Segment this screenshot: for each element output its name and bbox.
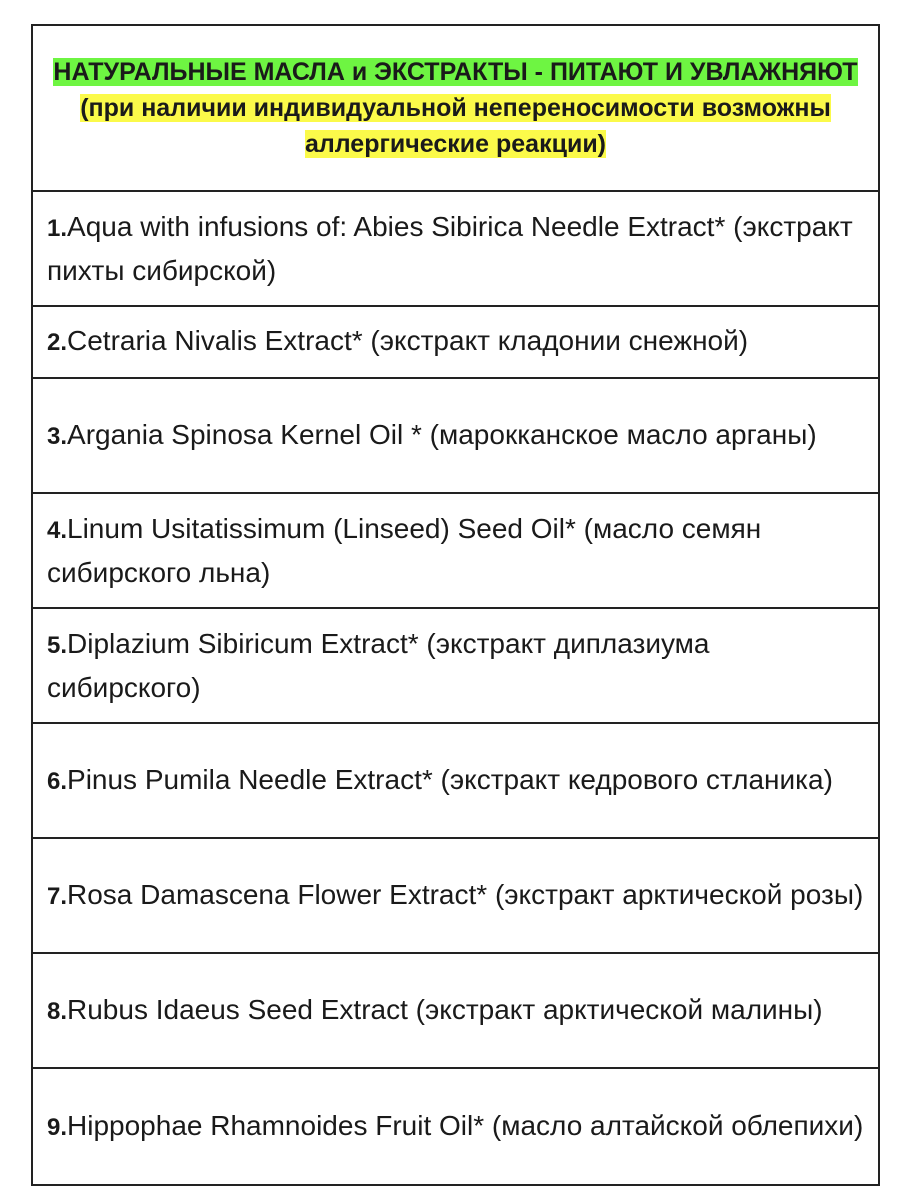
item-label: Pinus Pumila Needle Extract* (экстракт кедрового стланика)	[67, 763, 833, 795]
item-number: 5.	[47, 631, 68, 659]
ingredient-text	[47, 759, 833, 803]
item-number: 6.	[47, 767, 68, 795]
table-row	[33, 379, 878, 494]
item-label: Linum Usitatissimum (Linseed) Seed Oil* (масло семян сибирского льна)	[47, 512, 762, 588]
item-number: 3.	[47, 422, 68, 450]
ingredient-text	[47, 874, 863, 918]
ingredient-text	[47, 508, 864, 594]
ingredient-text	[47, 989, 823, 1033]
item-number: 7.	[47, 882, 68, 910]
item-label: Aqua with infusions of: Abies Sibirica Needle Extract* (экстракт пихты сибирской)	[47, 210, 853, 286]
ingredient-text	[47, 414, 817, 458]
table-row	[33, 1069, 878, 1184]
table-header	[33, 26, 878, 192]
table-row	[33, 724, 878, 839]
item-number: 4.	[47, 516, 68, 544]
table-row	[33, 192, 878, 307]
ingredient-text	[47, 320, 748, 364]
ingredient-text	[47, 1105, 863, 1149]
ingredient-text	[47, 206, 864, 292]
table-row	[33, 609, 878, 724]
item-label: Diplazium Sibiricum Extract* (экстракт диплазиума сибирского)	[47, 627, 710, 703]
table-row	[33, 839, 878, 954]
item-number: 9.	[47, 1113, 68, 1141]
item-label: Rubus Idaeus Seed Extract (экстракт арктической малины)	[67, 993, 823, 1025]
item-label: Hippophae Rhamnoides Fruit Oil* (масло алтайской облепихи)	[67, 1109, 864, 1141]
item-label: Cetraria Nivalis Extract* (экстракт кладонии снежной)	[67, 325, 749, 356]
table-row	[33, 307, 878, 379]
header-note: (при наличии индивидуальной непереносимости возможны аллергические реакции)	[80, 94, 831, 158]
item-label: Rosa Damascena Flower Extract* (экстракт арктической розы)	[67, 878, 864, 910]
item-number: 8.	[47, 997, 68, 1025]
item-number: 2.	[47, 329, 68, 356]
item-number: 1.	[47, 214, 68, 242]
ingredients-table	[31, 24, 880, 1186]
table-row	[33, 954, 878, 1069]
table-row	[33, 494, 878, 609]
item-label: Argania Spinosa Kernel Oil * (марокканское масло арганы)	[67, 418, 817, 450]
header-title: НАТУРАЛЬНЫЕ МАСЛА и ЭКСТРАКТЫ - ПИТАЮТ И УВЛАЖНЯЮТ	[53, 58, 858, 86]
ingredient-text	[47, 623, 864, 709]
